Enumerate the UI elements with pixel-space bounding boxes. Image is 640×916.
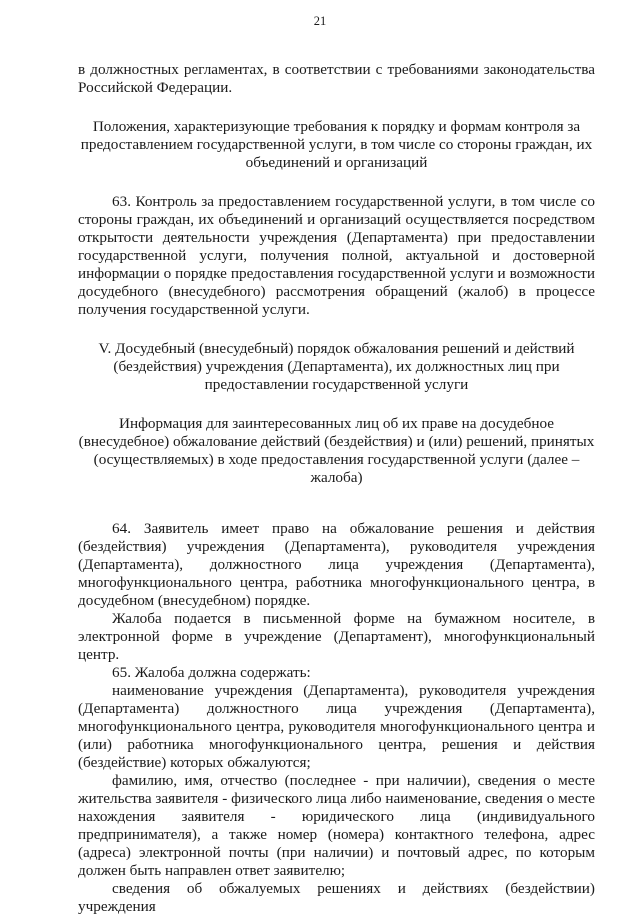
- paragraph-65: 65. Жалоба должна содержать:: [112, 664, 311, 681]
- heading-control-provisions: Положения, характеризующие требования к порядку и формам контроля за предоставлением государственной услуги, в том числе со стороны граждан, их объединений и организаций: [80, 118, 593, 171]
- paragraph-complaint-form: Жалоба подается в письменной форме на бумажном носителе, в электронной форме в учреждение (Департамент), многофункциональный центр.: [78, 610, 595, 663]
- page-number: 21: [313, 14, 327, 28]
- paragraph-64: 64. Заявитель имеет право на обжалование решения и действия (бездействия) учреждения (Департамента), руководителя учреждения (Департамента), должностного лица учреждения (Департамента), многофункционального центра, работника многофункционального центра, в досудебном (внесудебном) порядке.: [78, 520, 595, 609]
- list-item-2: фамилию, имя, отчество (последнее - при наличии), сведения о месте жительства заявителя - физического лица либо наименование, сведения о месте нахождения заявителя - юридического лица (индивидуального предпринимателя), а также номер (номера) контактного телефона, адрес (адреса) электронной почты (при наличии) и почтовый адрес, по которым должен быть направлен ответ заявителю;: [78, 772, 595, 879]
- opening-fragment: в должностных регламентах, в соответствии с требованиями законодательства Российской Федерации.: [78, 61, 595, 96]
- list-item-1: наименование учреждения (Департамента), руководителя учреждения (Департамента) должностного лица учреждения (Департамента), многофункционального центра, руководителя многофункционального центра и (или) работника многофункционального центра, решения и действия (бездействие) которых обжалуются;: [78, 682, 595, 771]
- section-v-title: V. Досудебный (внесудебный) порядок обжалования решений и действий (бездействия) учреждения (Департамента), их должностных лиц при предоставлении государственной услуги: [98, 340, 575, 393]
- heading-complaint-info: Информация для заинтересованных лиц об их праве на досудебное (внесудебное) обжалование действий (бездействия) и (или) решений, принятых (осуществляемых) в ходе предоставления государственной услуги (далее – жалоба): [78, 415, 595, 486]
- page-body: [78, 61, 595, 916]
- list-item-3: сведения об обжалуемых решениях и действиях (бездействии) учреждения: [78, 880, 595, 915]
- paragraph-63: 63. Контроль за предоставлением государственной услуги, в том числе со стороны граждан, их объединений и организаций осуществляется посредством открытости деятельности учреждения (Департамента) при предоставлении государственной услуги, получения полной, актуальной и достоверной информации о порядке предоставления государственной услуги и возможности досудебного (внесудебного) рассмотрения обращений (жалоб) в процессе получения государственной услуги.: [78, 193, 595, 318]
